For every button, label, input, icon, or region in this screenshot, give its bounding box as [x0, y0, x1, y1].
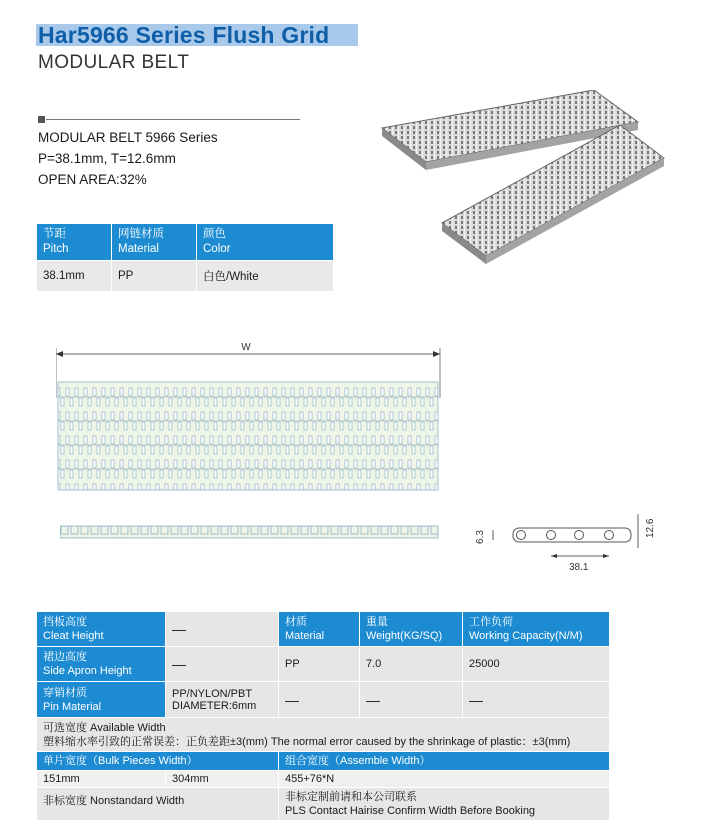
pin-material-label: 穿销材质 Pin Material [37, 682, 166, 718]
material-header: 材质 Material [279, 612, 360, 647]
header-pitch: 节距 Pitch [37, 224, 112, 261]
spec-open-area: OPEN AREA:32% [38, 172, 147, 187]
material-value: PP [279, 647, 360, 682]
side-apron-value: — [166, 647, 279, 682]
page-title: Har5966 Series Flush Grid [38, 22, 330, 48]
belt-grid [58, 382, 438, 490]
bulk-width-2: 304mm [166, 771, 279, 788]
belt-profile-drawing [473, 508, 663, 578]
weight-header: 重量 Weight(KG/SQ) [360, 612, 463, 647]
bullet-square-icon [38, 116, 45, 123]
cleat-height-label: 挡板高度 Cleat Height [37, 612, 166, 647]
dim-38-1: 38.1 [569, 562, 589, 573]
spec-series: MODULAR BELT 5966 Series [38, 130, 218, 145]
capacity-value: 25000 [463, 647, 610, 682]
pin-weight-col: — [360, 682, 463, 718]
pin-material-col3: — [279, 682, 360, 718]
weight-value: 7.0 [360, 647, 463, 682]
divider [46, 119, 300, 120]
belt-top-view-drawing [56, 338, 446, 498]
bulk-width-header: 单片宽度（Bulk Pieces Width） [37, 752, 279, 771]
belt-side-view-drawing [60, 524, 440, 540]
basic-spec-table [36, 223, 334, 292]
width-label: W [241, 342, 251, 353]
side-apron-label: 裙边高度 Side Apron Height [37, 647, 166, 682]
nonstandard-width-label: 非标宽度 Nonstandard Width [37, 788, 279, 821]
bulk-width-1: 151mm [37, 771, 166, 788]
assemble-width-header: 组合宽度（Assemble Width） [279, 752, 610, 771]
cell-color: 白色/White [197, 261, 334, 292]
dim-6-3: 6.3 [475, 530, 486, 544]
cell-pitch: 38.1mm [37, 261, 112, 292]
header-material: 网链材质 Material [112, 224, 197, 261]
capacity-header: 工作负荷 Working Capacity(N/M) [463, 612, 610, 647]
page-subtitle: MODULAR BELT [38, 52, 190, 73]
pin-material-value: PP/NYLON/PBT DIAMETER:6mm [166, 682, 279, 718]
header-color: 颜色 Color [197, 224, 334, 261]
pin-capacity-col: — [463, 682, 610, 718]
cleat-height-value: — [166, 612, 279, 647]
belt-3d-illustration [370, 90, 670, 270]
nonstandard-contact: 非标定制前请和本公司联系 PLS Contact Hairise Confirm Width Before Booking [279, 788, 610, 821]
assemble-width-value: 455+76*N [279, 771, 610, 788]
cell-material: PP [112, 261, 197, 292]
spec-pitch: P=38.1mm, T=12.6mm [38, 151, 176, 166]
dim-12-6: 12.6 [645, 518, 656, 538]
available-width-note: 可选宽度 Available Width 塑料缩水率引致的正常误差：正负差距±3(mm) The normal error caused by the shrinkage of plastic：±3(mm) [37, 718, 610, 752]
spec-table [36, 611, 610, 821]
